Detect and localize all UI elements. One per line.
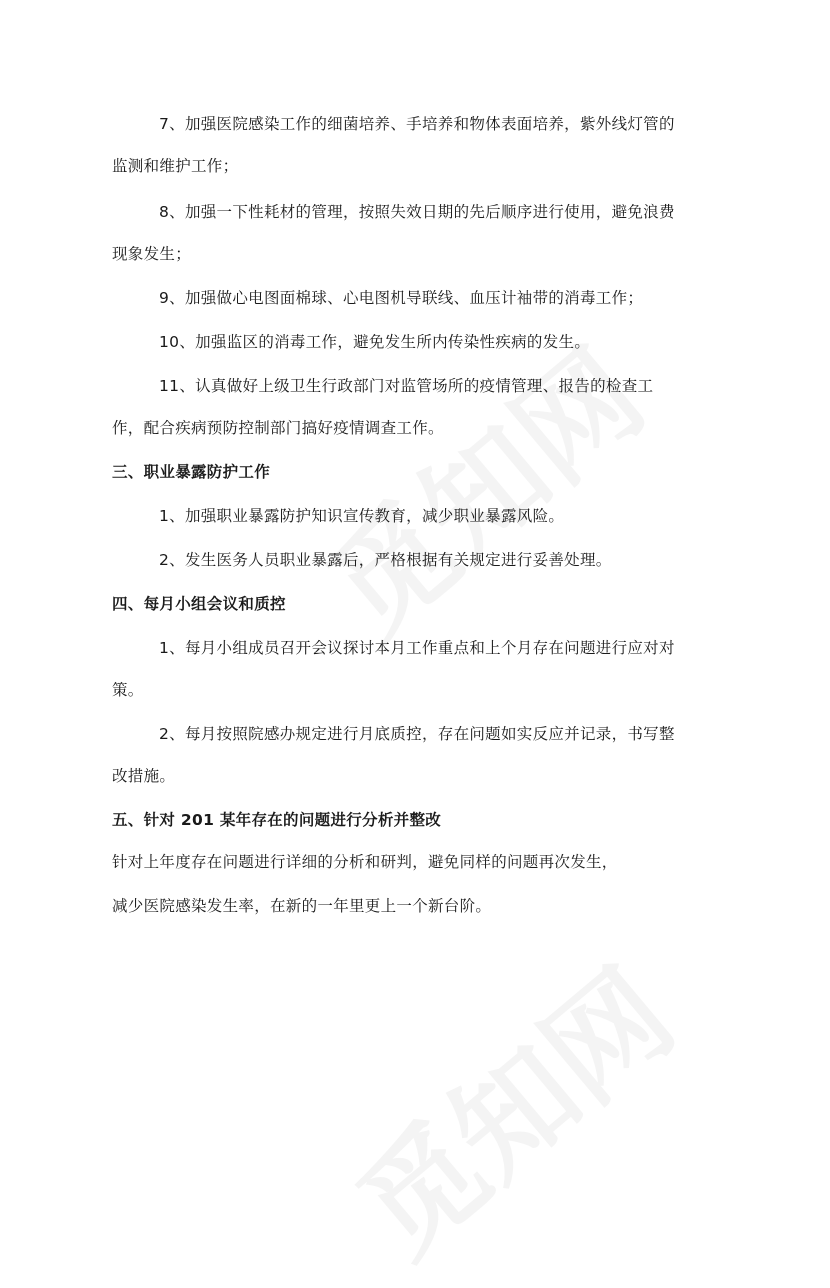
- paragraph-item-10: 10、加强监区的消毒工作，避免发生所内传染性疾病的发生。: [159, 333, 591, 351]
- paragraph-item-7-line-1: 7、加强医院感染工作的细菌培养、手培养和物体表面培养，紫外线灯管的: [159, 115, 675, 133]
- paragraph-item-9: 9、加强做心电图面棉球、心电图机导联线、血压计袖带的消毒工作；: [159, 289, 644, 307]
- paragraph-item-7-line-2: 监测和维护工作；: [112, 157, 239, 175]
- section-heading-3: 三、职业暴露防护工作: [112, 463, 271, 481]
- section-heading-5: 五、针对 201 某年存在的问题进行分析并整改: [112, 811, 442, 829]
- paragraph-item-11-line-2: 作，配合疾病预防控制部门搞好疫情调查工作。: [112, 419, 444, 437]
- paragraph-item-8-line-1: 8、加强一下性耗材的管理，按照失效日期的先后顺序进行使用，避免浪费: [159, 203, 675, 221]
- section-3-item-1: 1、加强职业暴露防护知识宣传教育，减少职业暴露风险。: [159, 507, 565, 525]
- paragraph-item-8-line-2: 现象发生；: [112, 245, 192, 263]
- section-4-item-2-line-1: 2、每月按照院感办规定进行月底质控，存在问题如实反应并记录，书写整: [159, 725, 675, 743]
- section-heading-4: 四、每月小组会议和质控: [112, 595, 286, 613]
- watermark: [317, 924, 703, 1287]
- section-4-item-2-line-2: 改措施。: [112, 767, 176, 785]
- watermark: [287, 304, 673, 667]
- section-5-body-line-2: 减少医院感染发生率，在新的一年里更上一个新台阶。: [112, 897, 492, 915]
- section-5-body-line-1: 针对上年度存在问题进行详细的分析和研判，避免同样的问题再次发生，: [112, 853, 618, 871]
- section-3-item-2: 2、发生医务人员职业暴露后，严格根据有关规定进行妥善处理。: [159, 551, 612, 569]
- section-4-item-1-line-2: 策。: [112, 681, 144, 699]
- section-4-item-1-line-1: 1、每月小组成员召开会议探讨本月工作重点和上个月存在问题进行应对对: [159, 639, 675, 657]
- paragraph-item-11-line-1: 11、认真做好上级卫生行政部门对监管场所的疫情管理、报告的检查工: [159, 377, 654, 395]
